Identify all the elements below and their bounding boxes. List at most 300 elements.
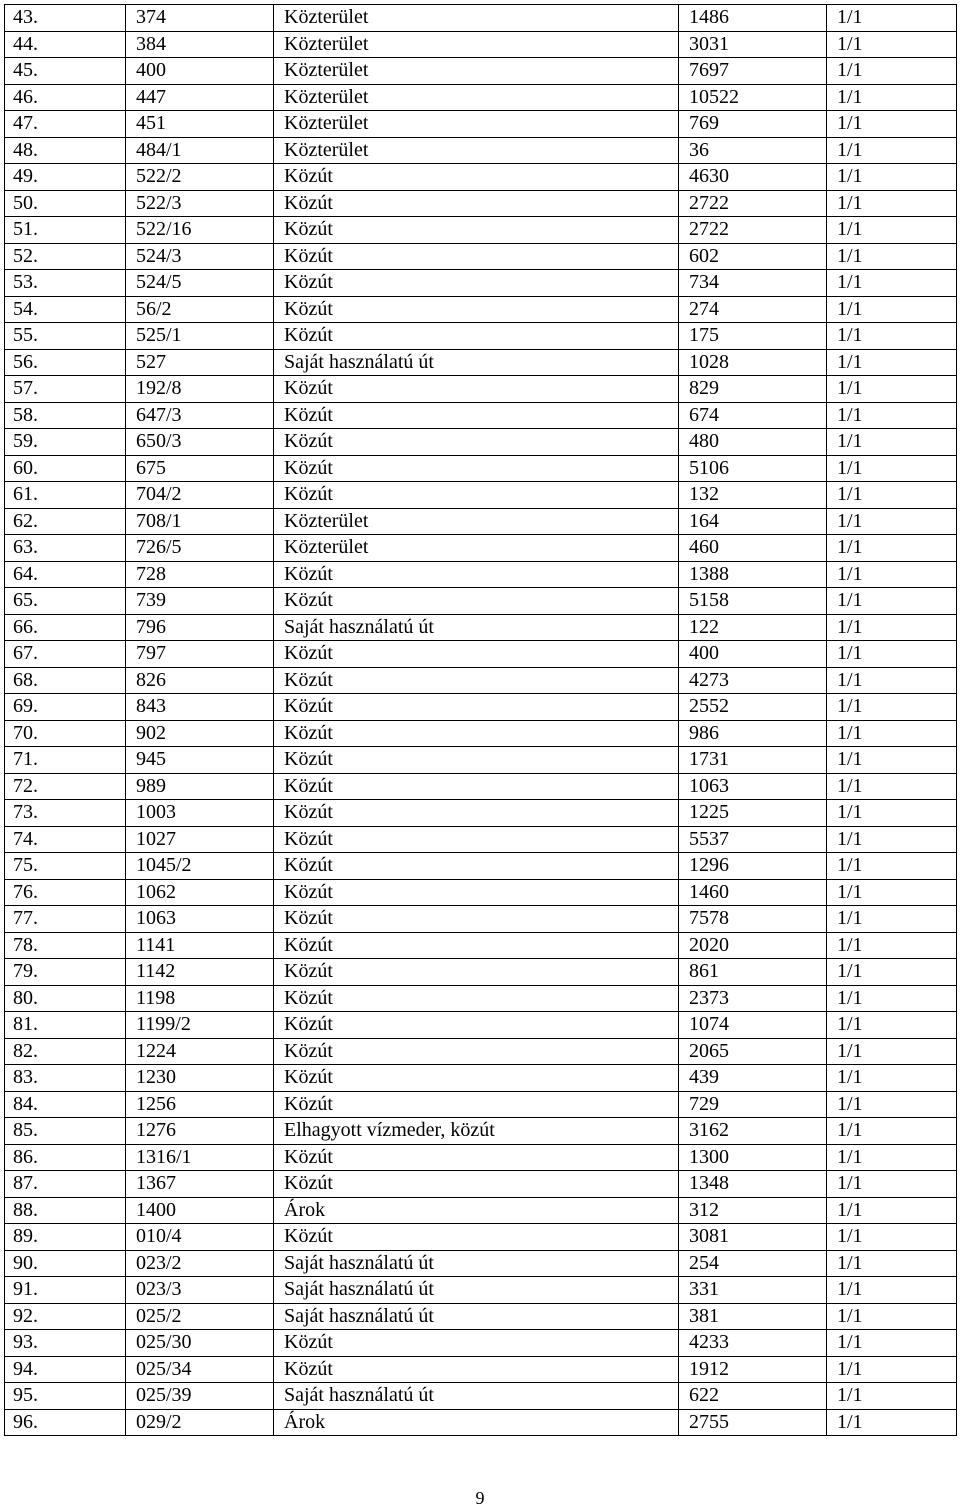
area-cell: 312 bbox=[679, 1197, 827, 1224]
area-cell: 1074 bbox=[679, 1012, 827, 1039]
ownership-share-cell: 1/1 bbox=[827, 323, 957, 350]
row-number-cell: 73. bbox=[5, 800, 126, 827]
table-row bbox=[5, 588, 957, 615]
area-cell: 1388 bbox=[679, 561, 827, 588]
parcel-number-cell: 675 bbox=[126, 455, 274, 482]
table-row bbox=[5, 217, 957, 244]
area-cell: 381 bbox=[679, 1303, 827, 1330]
table-row bbox=[5, 535, 957, 562]
row-number-cell: 60. bbox=[5, 455, 126, 482]
area-cell: 1348 bbox=[679, 1171, 827, 1198]
ownership-share-cell: 1/1 bbox=[827, 1409, 957, 1436]
row-number-cell: 79. bbox=[5, 959, 126, 986]
area-cell: 2065 bbox=[679, 1038, 827, 1065]
table-row bbox=[5, 667, 957, 694]
area-cell: 274 bbox=[679, 296, 827, 323]
area-cell: 622 bbox=[679, 1383, 827, 1410]
area-cell: 439 bbox=[679, 1065, 827, 1092]
row-number-cell: 58. bbox=[5, 402, 126, 429]
ownership-share-cell: 1/1 bbox=[827, 588, 957, 615]
parcel-number-cell: 650/3 bbox=[126, 429, 274, 456]
parcel-number-cell: 025/2 bbox=[126, 1303, 274, 1330]
ownership-share-cell: 1/1 bbox=[827, 641, 957, 668]
land-use-cell: Saját használatú út bbox=[274, 1383, 679, 1410]
table-row bbox=[5, 720, 957, 747]
row-number-cell: 53. bbox=[5, 270, 126, 297]
parcel-number-cell: 1230 bbox=[126, 1065, 274, 1092]
ownership-share-cell: 1/1 bbox=[827, 217, 957, 244]
parcel-number-cell: 1062 bbox=[126, 879, 274, 906]
table-row bbox=[5, 5, 957, 32]
table-row bbox=[5, 323, 957, 350]
land-use-cell: Közút bbox=[274, 985, 679, 1012]
ownership-share-cell: 1/1 bbox=[827, 985, 957, 1012]
ownership-share-cell: 1/1 bbox=[827, 1330, 957, 1357]
parcel-number-cell: 1063 bbox=[126, 906, 274, 933]
ownership-share-cell: 1/1 bbox=[827, 270, 957, 297]
parcel-number-cell: 522/3 bbox=[126, 190, 274, 217]
land-use-cell: Közút bbox=[274, 906, 679, 933]
ownership-share-cell: 1/1 bbox=[827, 190, 957, 217]
table-row bbox=[5, 1118, 957, 1145]
parcel-number-cell: 704/2 bbox=[126, 482, 274, 509]
ownership-share-cell: 1/1 bbox=[827, 1356, 957, 1383]
land-use-cell: Közút bbox=[274, 588, 679, 615]
table-row bbox=[5, 508, 957, 535]
ownership-share-cell: 1/1 bbox=[827, 1144, 957, 1171]
row-number-cell: 51. bbox=[5, 217, 126, 244]
ownership-share-cell: 1/1 bbox=[827, 1197, 957, 1224]
area-cell: 400 bbox=[679, 641, 827, 668]
area-cell: 7697 bbox=[679, 58, 827, 85]
table-row bbox=[5, 1277, 957, 1304]
parcel-number-cell: 447 bbox=[126, 84, 274, 111]
land-use-cell: Közterület bbox=[274, 84, 679, 111]
ownership-share-cell: 1/1 bbox=[827, 1171, 957, 1198]
ownership-share-cell: 1/1 bbox=[827, 1250, 957, 1277]
row-number-cell: 89. bbox=[5, 1224, 126, 1251]
land-use-cell: Közút bbox=[274, 747, 679, 774]
land-use-cell: Árok bbox=[274, 1197, 679, 1224]
row-number-cell: 54. bbox=[5, 296, 126, 323]
table-row bbox=[5, 1197, 957, 1224]
parcel-number-cell: 1003 bbox=[126, 800, 274, 827]
table-row bbox=[5, 455, 957, 482]
area-cell: 122 bbox=[679, 614, 827, 641]
area-cell: 2722 bbox=[679, 217, 827, 244]
area-cell: 734 bbox=[679, 270, 827, 297]
table-row bbox=[5, 429, 957, 456]
land-use-cell: Közút bbox=[274, 1224, 679, 1251]
table-row bbox=[5, 1224, 957, 1251]
land-use-cell: Közút bbox=[274, 296, 679, 323]
area-cell: 1296 bbox=[679, 853, 827, 880]
ownership-share-cell: 1/1 bbox=[827, 720, 957, 747]
row-number-cell: 86. bbox=[5, 1144, 126, 1171]
table-row bbox=[5, 1144, 957, 1171]
parcel-number-cell: 1276 bbox=[126, 1118, 274, 1145]
area-cell: 1225 bbox=[679, 800, 827, 827]
area-cell: 3081 bbox=[679, 1224, 827, 1251]
parcel-number-cell: 708/1 bbox=[126, 508, 274, 535]
table-row bbox=[5, 879, 957, 906]
land-use-cell: Közút bbox=[274, 800, 679, 827]
row-number-cell: 78. bbox=[5, 932, 126, 959]
parcel-number-cell: 025/39 bbox=[126, 1383, 274, 1410]
ownership-share-cell: 1/1 bbox=[827, 429, 957, 456]
ownership-share-cell: 1/1 bbox=[827, 800, 957, 827]
parcel-number-cell: 1367 bbox=[126, 1171, 274, 1198]
land-use-cell: Közút bbox=[274, 1091, 679, 1118]
ownership-share-cell: 1/1 bbox=[827, 402, 957, 429]
ownership-share-cell: 1/1 bbox=[827, 694, 957, 721]
table-row bbox=[5, 985, 957, 1012]
row-number-cell: 82. bbox=[5, 1038, 126, 1065]
row-number-cell: 81. bbox=[5, 1012, 126, 1039]
row-number-cell: 84. bbox=[5, 1091, 126, 1118]
land-use-cell: Közút bbox=[274, 1038, 679, 1065]
area-cell: 331 bbox=[679, 1277, 827, 1304]
land-use-cell: Közút bbox=[274, 1356, 679, 1383]
row-number-cell: 55. bbox=[5, 323, 126, 350]
row-number-cell: 45. bbox=[5, 58, 126, 85]
page-number: 9 bbox=[475, 1488, 485, 1508]
land-use-cell: Közút bbox=[274, 773, 679, 800]
row-number-cell: 61. bbox=[5, 482, 126, 509]
parcel-number-cell: 1198 bbox=[126, 985, 274, 1012]
table-row bbox=[5, 1012, 957, 1039]
ownership-share-cell: 1/1 bbox=[827, 879, 957, 906]
ownership-share-cell: 1/1 bbox=[827, 773, 957, 800]
row-number-cell: 62. bbox=[5, 508, 126, 535]
table-row bbox=[5, 84, 957, 111]
table-row bbox=[5, 190, 957, 217]
table-row bbox=[5, 1409, 957, 1436]
table-row bbox=[5, 800, 957, 827]
table-row bbox=[5, 561, 957, 588]
parcel-number-cell: 1141 bbox=[126, 932, 274, 959]
area-cell: 2722 bbox=[679, 190, 827, 217]
area-cell: 729 bbox=[679, 1091, 827, 1118]
land-use-cell: Közút bbox=[274, 243, 679, 270]
row-number-cell: 83. bbox=[5, 1065, 126, 1092]
row-number-cell: 72. bbox=[5, 773, 126, 800]
row-number-cell: 92. bbox=[5, 1303, 126, 1330]
ownership-share-cell: 1/1 bbox=[827, 164, 957, 191]
area-cell: 2373 bbox=[679, 985, 827, 1012]
table-row bbox=[5, 959, 957, 986]
land-use-cell: Közút bbox=[274, 1330, 679, 1357]
table-row bbox=[5, 58, 957, 85]
parcel-number-cell: 023/2 bbox=[126, 1250, 274, 1277]
area-cell: 5537 bbox=[679, 826, 827, 853]
row-number-cell: 57. bbox=[5, 376, 126, 403]
area-cell: 1300 bbox=[679, 1144, 827, 1171]
ownership-share-cell: 1/1 bbox=[827, 1303, 957, 1330]
parcel-number-cell: 826 bbox=[126, 667, 274, 694]
table-row bbox=[5, 137, 957, 164]
table-row bbox=[5, 1091, 957, 1118]
parcel-number-cell: 010/4 bbox=[126, 1224, 274, 1251]
ownership-share-cell: 1/1 bbox=[827, 5, 957, 32]
property-table-body bbox=[5, 5, 957, 1436]
table-row bbox=[5, 1171, 957, 1198]
land-use-cell: Közút bbox=[274, 429, 679, 456]
table-row bbox=[5, 1065, 957, 1092]
row-number-cell: 74. bbox=[5, 826, 126, 853]
row-number-cell: 85. bbox=[5, 1118, 126, 1145]
land-use-cell: Közterület bbox=[274, 5, 679, 32]
land-use-cell: Saját használatú út bbox=[274, 1277, 679, 1304]
table-row bbox=[5, 614, 957, 641]
ownership-share-cell: 1/1 bbox=[827, 535, 957, 562]
parcel-number-cell: 797 bbox=[126, 641, 274, 668]
ownership-share-cell: 1/1 bbox=[827, 1065, 957, 1092]
row-number-cell: 63. bbox=[5, 535, 126, 562]
area-cell: 164 bbox=[679, 508, 827, 535]
land-use-cell: Közút bbox=[274, 323, 679, 350]
row-number-cell: 93. bbox=[5, 1330, 126, 1357]
land-use-cell: Saját használatú út bbox=[274, 614, 679, 641]
parcel-number-cell: 989 bbox=[126, 773, 274, 800]
ownership-share-cell: 1/1 bbox=[827, 959, 957, 986]
ownership-share-cell: 1/1 bbox=[827, 508, 957, 535]
ownership-share-cell: 1/1 bbox=[827, 667, 957, 694]
land-use-cell: Közterület bbox=[274, 535, 679, 562]
row-number-cell: 96. bbox=[5, 1409, 126, 1436]
row-number-cell: 46. bbox=[5, 84, 126, 111]
ownership-share-cell: 1/1 bbox=[827, 1118, 957, 1145]
area-cell: 480 bbox=[679, 429, 827, 456]
land-use-cell: Közút bbox=[274, 932, 679, 959]
area-cell: 3031 bbox=[679, 31, 827, 58]
land-use-cell: Közút bbox=[274, 402, 679, 429]
land-use-cell: Közút bbox=[274, 217, 679, 244]
parcel-number-cell: 1199/2 bbox=[126, 1012, 274, 1039]
area-cell: 254 bbox=[679, 1250, 827, 1277]
parcel-number-cell: 1027 bbox=[126, 826, 274, 853]
area-cell: 1028 bbox=[679, 349, 827, 376]
land-use-cell: Közút bbox=[274, 270, 679, 297]
parcel-number-cell: 192/8 bbox=[126, 376, 274, 403]
ownership-share-cell: 1/1 bbox=[827, 1038, 957, 1065]
ownership-share-cell: 1/1 bbox=[827, 932, 957, 959]
area-cell: 1912 bbox=[679, 1356, 827, 1383]
parcel-number-cell: 945 bbox=[126, 747, 274, 774]
parcel-number-cell: 728 bbox=[126, 561, 274, 588]
area-cell: 1460 bbox=[679, 879, 827, 906]
land-use-cell: Közút bbox=[274, 694, 679, 721]
row-number-cell: 69. bbox=[5, 694, 126, 721]
parcel-number-cell: 1224 bbox=[126, 1038, 274, 1065]
row-number-cell: 77. bbox=[5, 906, 126, 933]
land-use-cell: Közút bbox=[274, 720, 679, 747]
parcel-number-cell: 1045/2 bbox=[126, 853, 274, 880]
table-row bbox=[5, 1303, 957, 1330]
table-row bbox=[5, 906, 957, 933]
area-cell: 769 bbox=[679, 111, 827, 138]
area-cell: 3162 bbox=[679, 1118, 827, 1145]
table-row bbox=[5, 296, 957, 323]
area-cell: 1731 bbox=[679, 747, 827, 774]
table-row bbox=[5, 1356, 957, 1383]
area-cell: 4630 bbox=[679, 164, 827, 191]
area-cell: 2020 bbox=[679, 932, 827, 959]
ownership-share-cell: 1/1 bbox=[827, 137, 957, 164]
area-cell: 132 bbox=[679, 482, 827, 509]
row-number-cell: 64. bbox=[5, 561, 126, 588]
ownership-share-cell: 1/1 bbox=[827, 84, 957, 111]
ownership-share-cell: 1/1 bbox=[827, 826, 957, 853]
ownership-share-cell: 1/1 bbox=[827, 482, 957, 509]
row-number-cell: 91. bbox=[5, 1277, 126, 1304]
ownership-share-cell: 1/1 bbox=[827, 614, 957, 641]
parcel-number-cell: 56/2 bbox=[126, 296, 274, 323]
table-row bbox=[5, 31, 957, 58]
land-use-cell: Közút bbox=[274, 455, 679, 482]
ownership-share-cell: 1/1 bbox=[827, 111, 957, 138]
ownership-share-cell: 1/1 bbox=[827, 376, 957, 403]
area-cell: 986 bbox=[679, 720, 827, 747]
parcel-number-cell: 400 bbox=[126, 58, 274, 85]
parcel-number-cell: 1400 bbox=[126, 1197, 274, 1224]
area-cell: 829 bbox=[679, 376, 827, 403]
parcel-number-cell: 796 bbox=[126, 614, 274, 641]
land-use-cell: Közút bbox=[274, 667, 679, 694]
area-cell: 1486 bbox=[679, 5, 827, 32]
table-row bbox=[5, 376, 957, 403]
parcel-number-cell: 451 bbox=[126, 111, 274, 138]
land-use-cell: Árok bbox=[274, 1409, 679, 1436]
area-cell: 4233 bbox=[679, 1330, 827, 1357]
land-use-cell: Közút bbox=[274, 826, 679, 853]
land-use-cell: Közút bbox=[274, 561, 679, 588]
land-use-cell: Közút bbox=[274, 641, 679, 668]
land-use-cell: Közút bbox=[274, 959, 679, 986]
area-cell: 5106 bbox=[679, 455, 827, 482]
parcel-number-cell: 739 bbox=[126, 588, 274, 615]
parcel-number-cell: 527 bbox=[126, 349, 274, 376]
row-number-cell: 76. bbox=[5, 879, 126, 906]
parcel-number-cell: 029/2 bbox=[126, 1409, 274, 1436]
land-use-cell: Saját használatú út bbox=[274, 349, 679, 376]
land-use-cell: Közút bbox=[274, 1065, 679, 1092]
table-row bbox=[5, 853, 957, 880]
ownership-share-cell: 1/1 bbox=[827, 243, 957, 270]
parcel-number-cell: 647/3 bbox=[126, 402, 274, 429]
ownership-share-cell: 1/1 bbox=[827, 1091, 957, 1118]
area-cell: 602 bbox=[679, 243, 827, 270]
ownership-share-cell: 1/1 bbox=[827, 561, 957, 588]
row-number-cell: 68. bbox=[5, 667, 126, 694]
parcel-number-cell: 524/5 bbox=[126, 270, 274, 297]
area-cell: 175 bbox=[679, 323, 827, 350]
area-cell: 460 bbox=[679, 535, 827, 562]
parcel-number-cell: 1256 bbox=[126, 1091, 274, 1118]
row-number-cell: 75. bbox=[5, 853, 126, 880]
area-cell: 861 bbox=[679, 959, 827, 986]
row-number-cell: 50. bbox=[5, 190, 126, 217]
parcel-number-cell: 726/5 bbox=[126, 535, 274, 562]
area-cell: 2755 bbox=[679, 1409, 827, 1436]
row-number-cell: 47. bbox=[5, 111, 126, 138]
table-row bbox=[5, 1038, 957, 1065]
row-number-cell: 95. bbox=[5, 1383, 126, 1410]
parcel-number-cell: 522/2 bbox=[126, 164, 274, 191]
parcel-number-cell: 843 bbox=[126, 694, 274, 721]
land-use-cell: Közút bbox=[274, 853, 679, 880]
row-number-cell: 90. bbox=[5, 1250, 126, 1277]
land-use-cell: Elhagyott vízmeder, közút bbox=[274, 1118, 679, 1145]
row-number-cell: 66. bbox=[5, 614, 126, 641]
area-cell: 4273 bbox=[679, 667, 827, 694]
property-table bbox=[4, 4, 957, 1436]
parcel-number-cell: 023/3 bbox=[126, 1277, 274, 1304]
parcel-number-cell: 525/1 bbox=[126, 323, 274, 350]
row-number-cell: 49. bbox=[5, 164, 126, 191]
ownership-share-cell: 1/1 bbox=[827, 906, 957, 933]
land-use-cell: Közút bbox=[274, 1171, 679, 1198]
table-row bbox=[5, 402, 957, 429]
table-row bbox=[5, 243, 957, 270]
land-use-cell: Közterület bbox=[274, 111, 679, 138]
land-use-cell: Közút bbox=[274, 1144, 679, 1171]
ownership-share-cell: 1/1 bbox=[827, 1277, 957, 1304]
ownership-share-cell: 1/1 bbox=[827, 853, 957, 880]
area-cell: 674 bbox=[679, 402, 827, 429]
land-use-cell: Saját használatú út bbox=[274, 1250, 679, 1277]
row-number-cell: 48. bbox=[5, 137, 126, 164]
land-use-cell: Közút bbox=[274, 164, 679, 191]
row-number-cell: 65. bbox=[5, 588, 126, 615]
land-use-cell: Közterület bbox=[274, 31, 679, 58]
table-row bbox=[5, 1383, 957, 1410]
parcel-number-cell: 522/16 bbox=[126, 217, 274, 244]
parcel-number-cell: 1142 bbox=[126, 959, 274, 986]
ownership-share-cell: 1/1 bbox=[827, 1383, 957, 1410]
parcel-number-cell: 1316/1 bbox=[126, 1144, 274, 1171]
area-cell: 5158 bbox=[679, 588, 827, 615]
parcel-number-cell: 484/1 bbox=[126, 137, 274, 164]
table-row bbox=[5, 773, 957, 800]
row-number-cell: 59. bbox=[5, 429, 126, 456]
land-use-cell: Saját használatú út bbox=[274, 1303, 679, 1330]
table-row bbox=[5, 164, 957, 191]
land-use-cell: Közút bbox=[274, 190, 679, 217]
ownership-share-cell: 1/1 bbox=[827, 1224, 957, 1251]
table-row bbox=[5, 641, 957, 668]
row-number-cell: 71. bbox=[5, 747, 126, 774]
area-cell: 36 bbox=[679, 137, 827, 164]
table-row bbox=[5, 1250, 957, 1277]
table-row bbox=[5, 111, 957, 138]
row-number-cell: 94. bbox=[5, 1356, 126, 1383]
table-row bbox=[5, 1330, 957, 1357]
land-use-cell: Közterület bbox=[274, 508, 679, 535]
area-cell: 10522 bbox=[679, 84, 827, 111]
land-use-cell: Közút bbox=[274, 482, 679, 509]
ownership-share-cell: 1/1 bbox=[827, 296, 957, 323]
ownership-share-cell: 1/1 bbox=[827, 58, 957, 85]
parcel-number-cell: 524/3 bbox=[126, 243, 274, 270]
land-use-cell: Közút bbox=[274, 1012, 679, 1039]
row-number-cell: 52. bbox=[5, 243, 126, 270]
row-number-cell: 87. bbox=[5, 1171, 126, 1198]
parcel-number-cell: 025/30 bbox=[126, 1330, 274, 1357]
table-row bbox=[5, 482, 957, 509]
ownership-share-cell: 1/1 bbox=[827, 455, 957, 482]
table-row bbox=[5, 826, 957, 853]
